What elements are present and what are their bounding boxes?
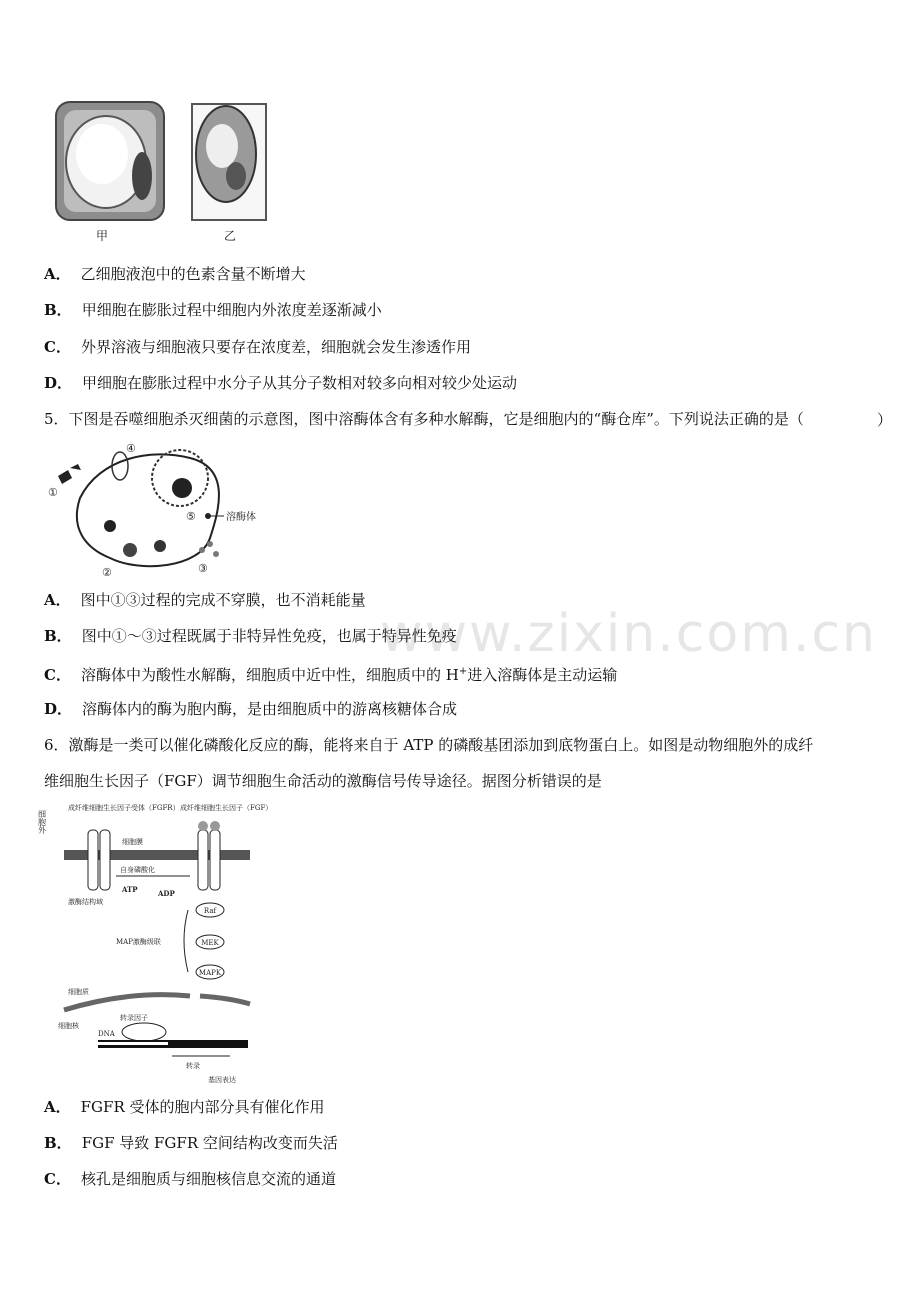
option-letter: A． bbox=[44, 265, 71, 283]
q5-option-a bbox=[44, 590, 366, 610]
q6-option-b bbox=[44, 1133, 338, 1153]
cell-yi bbox=[192, 104, 266, 220]
label-expression: 基因表达 bbox=[208, 1076, 236, 1084]
label-yi: 乙 bbox=[223, 229, 237, 243]
q4-option-d bbox=[44, 373, 517, 393]
label-step-1: ① bbox=[48, 486, 58, 499]
label-step-2: ② bbox=[102, 566, 112, 579]
q4-option-a bbox=[44, 264, 306, 284]
option-text: 溶酶体内的酶为胞内酶，是由细胞质中的游离核糖体合成 bbox=[82, 700, 458, 718]
q6-option-a bbox=[44, 1097, 325, 1117]
option-letter: B． bbox=[44, 1134, 72, 1152]
label-nucleus: 细胞核 bbox=[58, 1022, 79, 1030]
label-autophos: 自身磷酸化 bbox=[120, 866, 155, 874]
label-transcription: 转录 bbox=[186, 1062, 200, 1070]
label-mapk: MAPK bbox=[198, 969, 222, 977]
q4-option-c bbox=[44, 337, 471, 357]
label-jia: 甲 bbox=[95, 229, 109, 243]
label-atp: ATP bbox=[122, 885, 138, 894]
q5-stem-tail: ） bbox=[876, 411, 892, 429]
fgf-pathway-figure bbox=[37, 800, 273, 1086]
phagocyte-figure bbox=[40, 438, 280, 580]
plant-cell-figure bbox=[50, 96, 280, 246]
q6-stem-line2: 维细胞生长因子（FGF）调节细胞生命活动的激酶信号传导途径。据图分析错误的是 bbox=[44, 772, 602, 790]
label-cascade: MAP激酶级联 bbox=[116, 938, 161, 946]
label-receptor: 成纤维细胞生长因子受体（FGFR） bbox=[68, 804, 180, 812]
q6-option-c bbox=[44, 1169, 336, 1189]
label-mek: MEK bbox=[201, 939, 219, 947]
q5-option-b bbox=[44, 626, 457, 646]
label-step-5: ⑤ bbox=[186, 510, 196, 523]
superscript: + bbox=[458, 666, 468, 677]
label-step-3: ③ bbox=[198, 562, 208, 575]
option-text: FGFR 受体的胞内部分具有催化作用 bbox=[80, 1098, 325, 1116]
option-text: 外界溶液与细胞液只要存在浓度差，细胞就会发生渗透作用 bbox=[80, 338, 471, 356]
q4-option-b bbox=[44, 300, 382, 320]
option-text-before: 溶酶体中为酸性水解酶，细胞质中近中性，细胞质中的 H bbox=[80, 666, 459, 684]
option-letter: A． bbox=[44, 591, 71, 609]
option-letter: B． bbox=[44, 627, 72, 645]
label-factor: 成纤维细胞生长因子（FGF） bbox=[180, 804, 273, 812]
label-cytoplasm: 细胞质 bbox=[68, 988, 89, 996]
option-text: 乙细胞液泡中的色素含量不断增大 bbox=[80, 265, 306, 283]
option-text-after: 进入溶酶体是主动运输 bbox=[467, 666, 618, 684]
label-raf: Raf bbox=[203, 907, 217, 915]
option-letter: D． bbox=[44, 700, 73, 718]
watermark: www.zixin.com.cn bbox=[380, 604, 877, 664]
label-outside: 细胞外 bbox=[37, 810, 47, 834]
label-dna: DNA bbox=[98, 1030, 115, 1038]
option-letter: C． bbox=[44, 338, 71, 356]
q5-option-c bbox=[44, 662, 617, 685]
option-text: FGF 导致 FGFR 空间结构改变而失活 bbox=[81, 1134, 338, 1152]
q6-stem-line1: 6．激酶是一类可以催化磷酸化反应的酶，能将来自于 ATP 的磷酸基团添加到底物蛋白上。如图是动物细胞外的成纤 bbox=[44, 736, 814, 754]
option-letter: B． bbox=[44, 301, 72, 319]
label-tf: 转录因子 bbox=[120, 1014, 148, 1022]
option-text: 图中①③过程的完成不穿膜，也不消耗能量 bbox=[80, 591, 366, 609]
option-text: 核孔是细胞质与细胞核信息交流的通道 bbox=[80, 1170, 336, 1188]
option-text: 图中①～③过程既属于非特异性免疫，也属于特异性免疫 bbox=[81, 627, 457, 645]
option-letter: C． bbox=[44, 666, 71, 684]
option-letter: A． bbox=[44, 1098, 71, 1116]
label-step-4: ④ bbox=[126, 442, 136, 455]
q5-stem: 5．下图是吞噬细胞杀灭细菌的示意图，图中溶酶体含有多种水解酶，它是细胞内的“酶仓库”。下列说法正确的是（ bbox=[44, 410, 804, 428]
option-letter: C． bbox=[44, 1170, 71, 1188]
label-adp: ADP bbox=[158, 889, 175, 898]
q5-option-d bbox=[44, 699, 457, 719]
label-kinase-domain: 激酶结构域 bbox=[68, 898, 103, 906]
label-lysosome: 溶酶体 bbox=[226, 512, 256, 523]
option-letter: D． bbox=[44, 374, 73, 392]
option-text: 甲细胞在膨胀过程中水分子从其分子数相对较多向相对较少处运动 bbox=[82, 374, 518, 392]
label-membrane: 细胞膜 bbox=[122, 838, 143, 846]
option-text: 甲细胞在膨胀过程中细胞内外浓度差逐渐减小 bbox=[81, 301, 382, 319]
cell-jia bbox=[56, 102, 164, 220]
